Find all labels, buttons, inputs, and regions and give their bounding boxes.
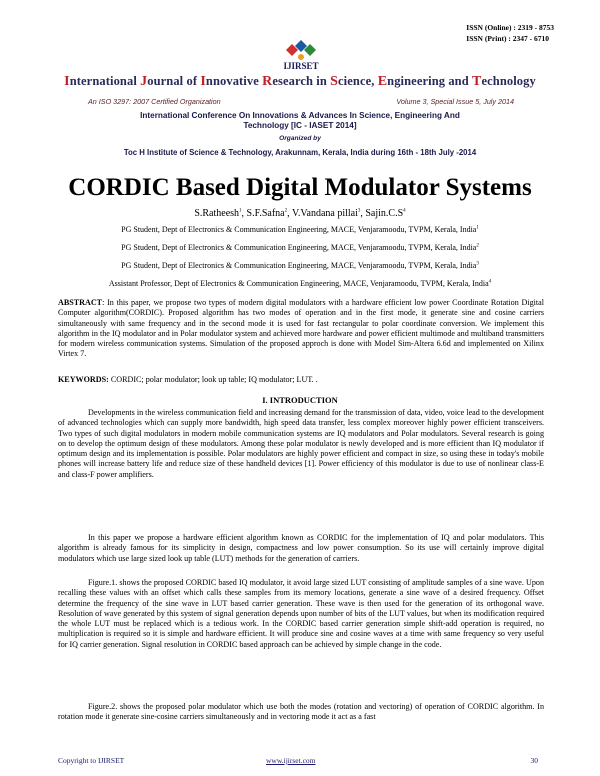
affiliation-text: PG Student, Dept of Electronics & Communication Engineering, MACE, Venjaramoodu, TVPM, Kerala, India — [121, 225, 477, 234]
author-separator: , — [287, 208, 292, 219]
keywords-label: KEYWORDS: — [58, 375, 109, 384]
author-separator: , — [360, 208, 366, 219]
author-list — [0, 208, 600, 219]
keywords-text: CORDIC; polar modulator; look up table; IQ modulator; LUT. . — [108, 375, 318, 384]
journal-title — [0, 74, 600, 90]
certification-text: An ISO 3297: 2007 Certified Organization — [88, 97, 221, 106]
footer-copyright: Copyright to IJIRSET — [58, 756, 125, 765]
affiliation-superscript: 4 — [488, 279, 492, 285]
affiliation-line — [0, 243, 600, 252]
logo-emblem-icon — [286, 40, 316, 60]
conference-venue: Toc H Institute of Science & Technology, Arakunnam, Kerala, India during 16th - 18th July -2014 — [123, 148, 477, 157]
affiliation-text: PG Student, Dept of Electronics & Communication Engineering, MACE, Venjaramoodu, TVPM, Kerala, India — [121, 261, 477, 270]
journal-title-word: esearch in — [272, 74, 331, 88]
author-name: S.F.Safna — [246, 208, 285, 219]
abstract — [58, 298, 544, 360]
journal-title-capital: J — [140, 74, 148, 89]
affiliation-superscript: 1 — [476, 225, 479, 231]
organized-by: Organized by — [279, 135, 321, 142]
journal-title-capital: R — [262, 74, 273, 89]
paragraph-1: Developments in the wireless communication field and increasing demand for the transmission of data, video, voice lead to the development of advanced technologies which can supply more bandwidth, high speed data transfer, less complex moreover highly power efficient transceivers. Two types of such digital modulators in modern mobile communication systems are IQ modulators and Polar modulators. Several research is going on to develop the optimum design of these modulators. Among these polar modulator is newly developed and is more efficient than IQ modulator if optimum design and its implementation is possible. Polar modulators are highly power efficient and compact in size, so using these in today's mobile phones will increase battery life and reduce size of these handheld devices [1]. Power efficiency of this modulator is due to use of nonlinear class-E and class-F power amplifiers. — [58, 408, 544, 479]
author-superscript: 1 — [239, 208, 242, 214]
volume-text: Volume 3, Special Issue 5, July 2014 — [396, 97, 514, 106]
author-name: V.Vandana pillai — [291, 208, 358, 219]
page-number: 30 — [530, 756, 538, 765]
journal-title-word: ournal of — [147, 74, 201, 88]
section-heading: I. INTRODUCTION — [262, 395, 338, 405]
author-separator: , — [241, 208, 247, 219]
author-name: Sajin.C.S — [365, 208, 404, 219]
affiliation-superscript: 3 — [476, 261, 479, 267]
affiliation-superscript: 2 — [476, 243, 479, 249]
journal-title-word: echnology — [481, 74, 536, 88]
paper-title: CORDIC Based Digital Modulator Systems — [68, 174, 532, 201]
affiliation-line — [0, 225, 600, 234]
affiliation-text: Assistant Professor, Dept of Electronics & Communication Engineering, MACE, Venjaramoodu, TVPM, Kerala, India — [108, 279, 489, 288]
journal-title-capital: S — [330, 74, 339, 89]
keywords — [58, 375, 544, 385]
journal-title-word: ngineering and — [387, 74, 473, 88]
journal-title-capital: T — [472, 74, 482, 89]
conference-line-1: International Conference On Innovations & Advances In Science, Engineering And — [140, 111, 460, 120]
paragraph-3: Figure.1. shows the proposed CORDIC based IQ modulator, it avoid large sized LUT consisting of amplitude samples of a sine wave. Upon recalling these values with an offset which calls these samples from its memory locations, generate a sine wave of a desired frequency. Offset determine the frequency of the sine wave in LUT based carrier generation. These wave is then used for the generation of its orthogonal wave. Resolution of wave generated by this system of signal generation depends upon number of bits of the LUT values, but when its modification required the whole LUT must be replaced which is a tedious work. In the CORDIC based carrier generation simple shift-add operation is required, no multiplication is required so it is simple and hardware efficient. It will produce sine and cosine waves at a time with same frequency so very useful for IQ carrier generation. Signal resolution in CORDIC based approach can be achieved by simple change in the code. — [58, 578, 544, 649]
journal-title-word: cience, — [338, 74, 378, 88]
footer-website-link[interactable]: www.ijirset.com — [266, 756, 316, 765]
journal-title-capital: I — [200, 74, 206, 89]
affiliation-line — [0, 261, 600, 270]
issn-online: ISSN (Online) : 2319 - 8753 — [466, 23, 554, 32]
author-name: S.Ratheesh — [194, 208, 240, 219]
affiliation-text: PG Student, Dept of Electronics & Communication Engineering, MACE, Venjaramoodu, TVPM, Kerala, India — [121, 243, 477, 252]
journal-title-capital: I — [64, 74, 70, 89]
author-superscript: 4 — [403, 208, 406, 214]
conference-title — [60, 111, 540, 131]
journal-logo — [270, 38, 332, 72]
journal-title-capital: E — [377, 74, 388, 89]
abstract-label: ABSTRACT — [58, 298, 103, 307]
paragraph-2: In this paper we propose a hardware efficient algorithm known as CORDIC for the implementation of IQ and polar modulators. This algorithm is already famous for its simplicity in design, compactness and low power consumption. So its use will certainly improve digital modulators which use large sized look up table (LUT) methods for the generation of carriers. — [58, 533, 544, 563]
logo-text: IJIRSET — [283, 61, 319, 71]
journal-title-word: nnovative — [205, 74, 263, 88]
issn-block — [466, 22, 554, 44]
abstract-text: : In this paper, we propose two types of modern digital modulators with a hardware efficient low power Coordinate Rotation Digital Computer algorithm(CORDIC). Proposed algorithm has two modes of operation and in the first mode, it generate sine and cosine carriers simultaneously with same frequency and in the second mode it is used for fast rectangular to polar coordinate conversion. We implement this algorithm in the IQ modulator and in Polar modulator system and achieved more hardware and power efficient multimode and multiband transmitters for modern wireless communication systems. Simulation of the proposed approch is done with Model Sim-Altera 6.6d and implemented on Xilinx Virtex 7. — [58, 298, 544, 359]
affiliation-line — [0, 279, 600, 288]
journal-title-word: nternational — [69, 74, 141, 88]
paragraph-4: Figure.2. shows the proposed polar modulator which use both the modes (rotation and vectoring) of operation of CORDIC algorithm. In rotation mode it generate sine-cosine carriers simultaneously and in vectoring mode it act as a fast — [58, 702, 544, 722]
author-superscript: 2 — [284, 208, 288, 214]
conference-line-2: Technology [IC - IASET 2014] — [243, 121, 357, 130]
author-superscript: 3 — [357, 208, 361, 214]
issn-print: ISSN (Print) : 2347 - 6710 — [466, 34, 549, 43]
